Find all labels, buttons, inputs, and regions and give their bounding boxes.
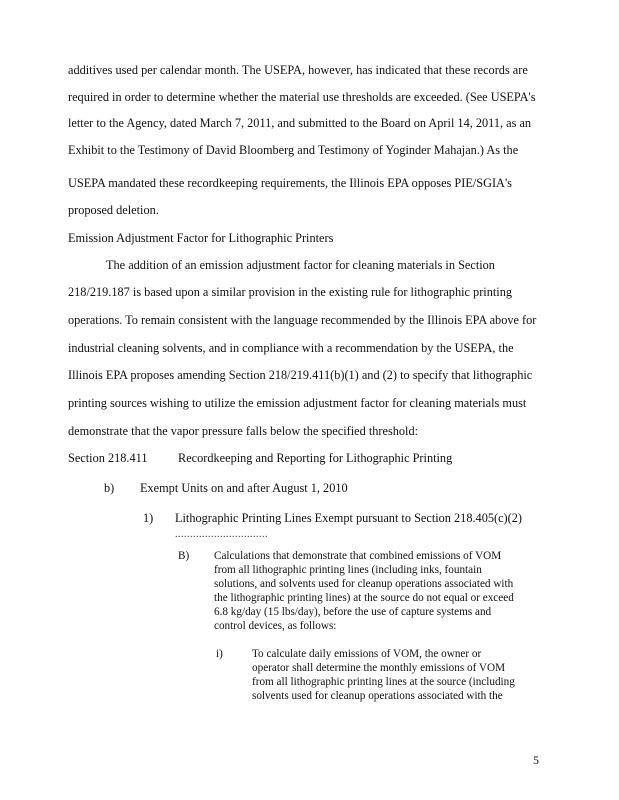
body-line: The addition of an emission adjustment factor for cleaning materials in Section	[106, 258, 495, 272]
intro-line: additives used per calendar month. The USEPA, however, has indicated that these records are	[68, 63, 528, 77]
item-label: 1)	[143, 511, 154, 525]
dotted-leader: ...............................	[175, 529, 268, 540]
clause-i-line: operator shall determine the monthly emissions of VOM	[252, 662, 506, 674]
clause-i-line: solvents used for cleanup operations associated with the	[252, 690, 503, 702]
clause-i-label: i)	[216, 648, 223, 660]
intro-line: proposed deletion.	[68, 203, 159, 217]
clause-i-line: from all lithographic printing lines at the source (including	[252, 676, 515, 688]
clause-b-line: from all lithographic printing lines (including inks, fountain	[214, 564, 482, 576]
intro-line: USEPA mandated these recordkeeping requirements, the Illinois EPA opposes PIE/SGIA's	[68, 176, 512, 190]
clause-b-line: control devices, as follows:	[214, 620, 337, 632]
clause-b-line: the lithographic printing lines) at the source do not equal or exceed	[214, 592, 514, 604]
rule-section-title: Recordkeeping and Reporting for Lithographic Printing	[178, 451, 453, 465]
section-heading: Emission Adjustment Factor for Lithographic Printers	[68, 231, 334, 245]
clause-b-label: B)	[178, 550, 190, 562]
subsection-text: Exempt Units on and after August 1, 2010	[140, 481, 348, 495]
clause-b-line: 6.8 kg/day (15 lbs/day), before the use of capture systems and	[214, 606, 492, 618]
body-line: Illinois EPA proposes amending Section 218/219.411(b)(1) and (2) to specify that lithographic	[68, 368, 533, 382]
item-text: Lithographic Printing Lines Exempt pursuant to Section 218.405(c)(2)	[175, 511, 522, 525]
intro-line: Exhibit to the Testimony of David Bloomberg and Testimony of Yoginder Mahajan.) As the	[68, 143, 519, 157]
body-line: demonstrate that the vapor pressure falls below the specified threshold:	[68, 424, 419, 438]
clause-b-line: solutions, and solvents used for cleanup operations associated with	[214, 578, 514, 590]
rule-section-number: Section 218.411	[68, 451, 148, 465]
body-line: operations. To remain consistent with the language recommended by the Illinois EPA above for	[68, 313, 537, 327]
body-line: printing sources wishing to utilize the emission adjustment factor for cleaning materials must	[68, 396, 527, 410]
intro-line: required in order to determine whether the material use thresholds are exceeded. (See USEPA's	[68, 90, 536, 104]
clause-b-line: Calculations that demonstrate that combined emissions of VOM	[214, 550, 502, 562]
body-line: 218/219.187 is based upon a similar provision in the existing rule for lithographic printing	[68, 285, 512, 299]
page-number: 5	[533, 753, 539, 767]
body-line: industrial cleaning solvents, and in compliance with a recommendation by the USEPA, the	[68, 341, 514, 355]
clause-i-line: To calculate daily emissions of VOM, the owner or	[252, 648, 482, 660]
intro-line: letter to the Agency, dated March 7, 2011, and submitted to the Board on April 14, 2011, as an	[68, 116, 532, 130]
subsection-label: b)	[104, 481, 115, 495]
